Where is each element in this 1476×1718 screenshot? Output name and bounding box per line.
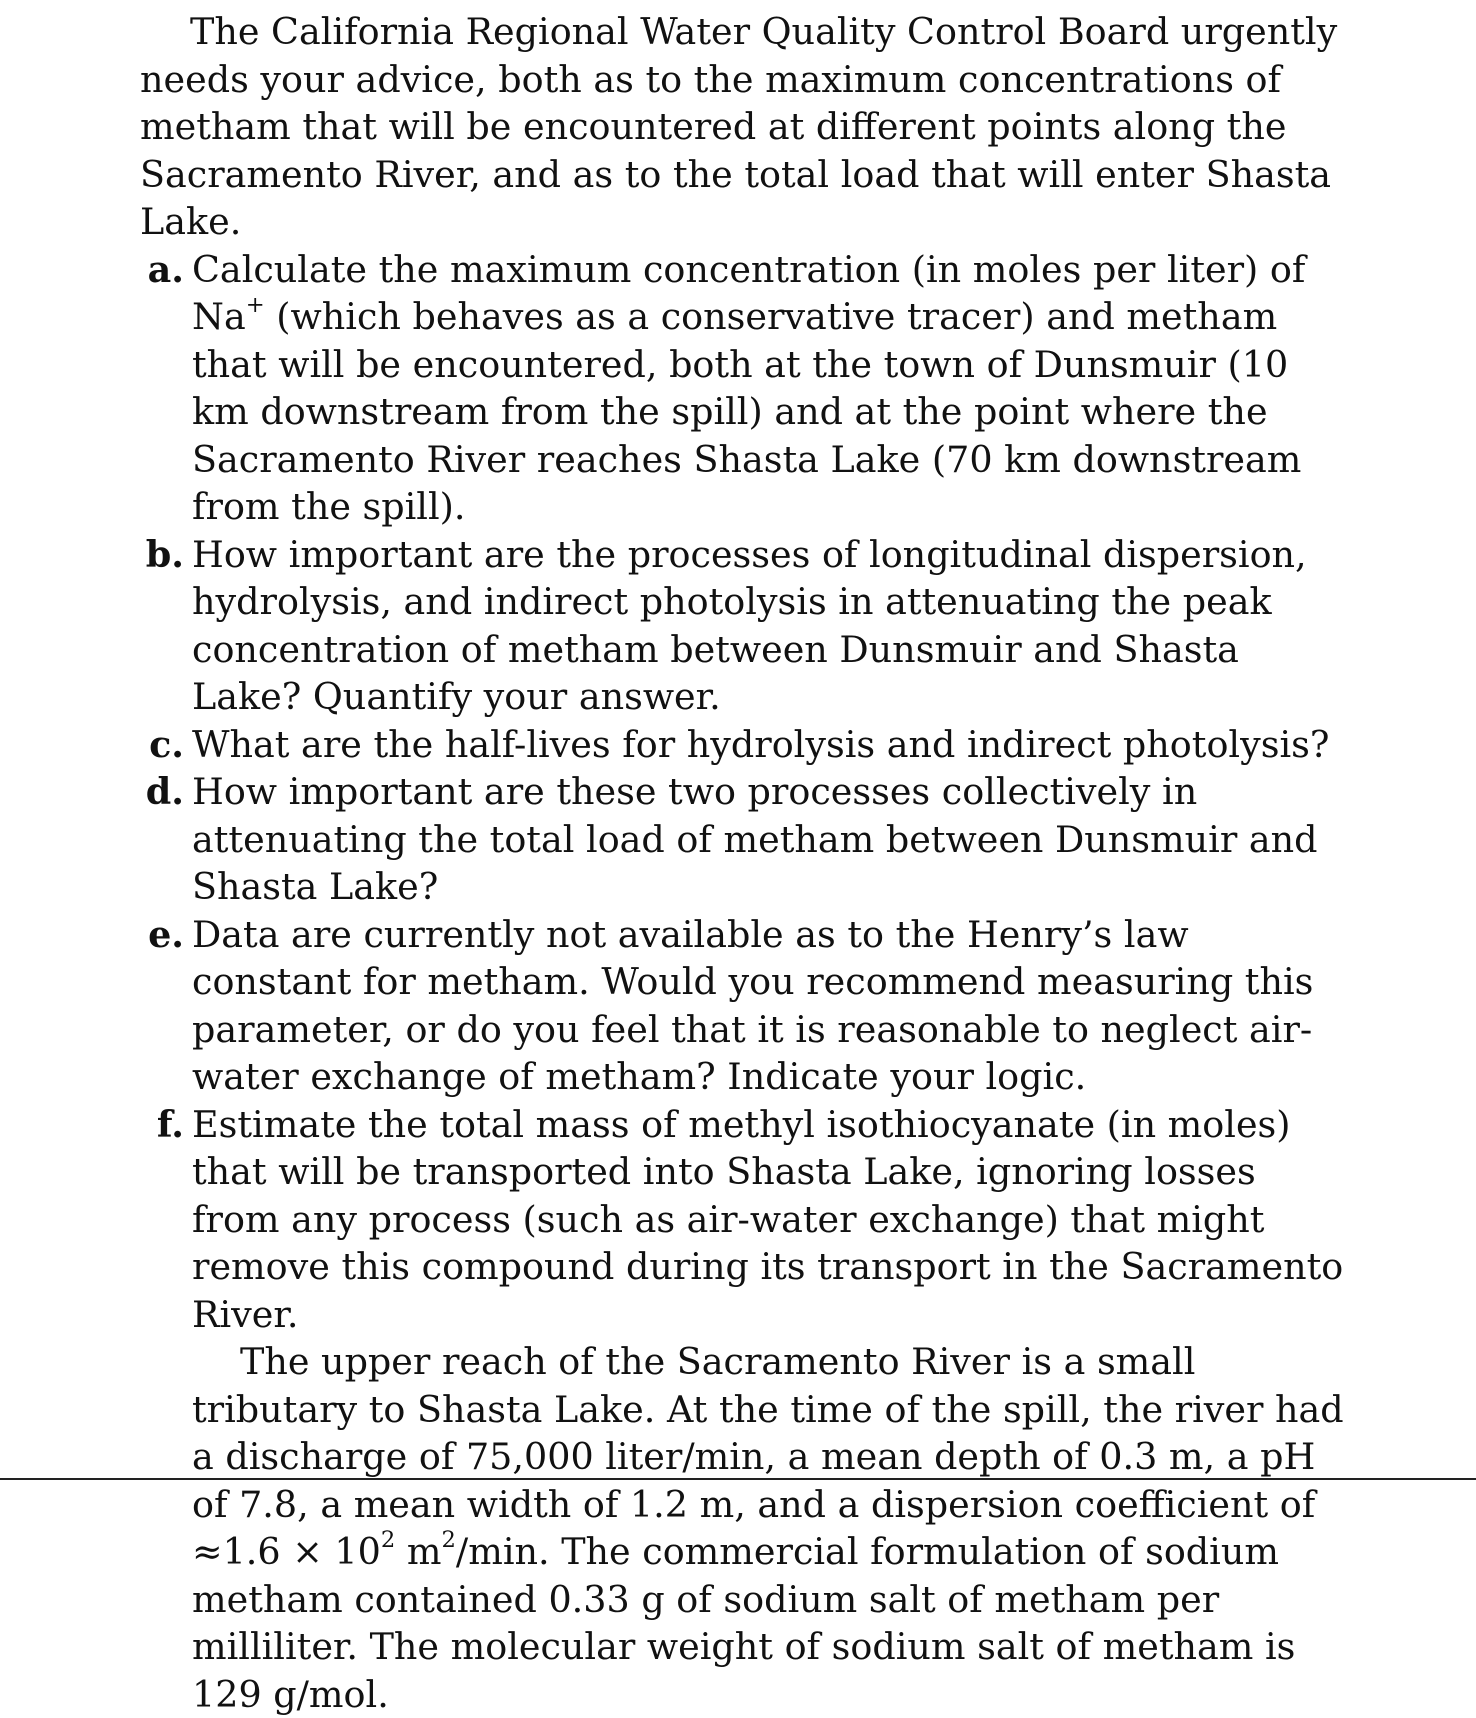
page-bottom-rule xyxy=(0,1478,1476,1480)
area-unit-superscript: 2 xyxy=(441,1527,456,1554)
question-a-text-start: Calculate the maximum concentration (in moles per liter) of Na xyxy=(192,247,1306,338)
document-page xyxy=(140,8,1352,1718)
question-e xyxy=(140,911,1352,1101)
question-c-text: What are the half-lives for hydrolysis and indirect photolysis? xyxy=(192,722,1330,766)
question-e-text: Data are currently not available as to the Henry’s law constant for metham. Would you recommend measuring this parameter, or do you feel that it is reasonable to neglect air-water exchange of metham? Indicate your logic. xyxy=(192,912,1314,1098)
question-d-text: How important are these two processes collectively in attenuating the total load of metham between Dunsmuir and Shasta Lake? xyxy=(192,770,1318,908)
sodium-charge-superscript: + xyxy=(245,292,265,319)
closing-text-2: m xyxy=(395,1530,442,1573)
question-f xyxy=(140,1101,1352,1339)
question-c-label: c. xyxy=(149,722,184,766)
question-f-text: Estimate the total mass of methyl isothiocyanate (in moles) that will be transported into Shasta Lake, ignoring losses from any process (such as air-water exchange) that might remove this compound during its transport in the Sacramento River. xyxy=(192,1102,1344,1336)
question-d-label: d. xyxy=(145,770,184,813)
closing-text-1: The upper reach of the Sacramento River is a small tributary to Shasta Lake. At the time of the spill, the river had a discharge of 75,000 liter/min, a mean depth of 0.3 m, a pH of 7.8, a mean width of 1.2 m, and a dispersion coefficient of ≈1.6 × 10 xyxy=(192,1340,1344,1573)
question-a-label: a. xyxy=(147,247,184,291)
question-c xyxy=(140,721,1352,769)
question-b-text: How important are the processes of longitudinal dispersion, hydrolysis, and indirect photolysis in attenuating the peak concentration of metham between Dunsmuir and Shasta Lake? Quantify your answer. xyxy=(192,532,1307,718)
question-a xyxy=(140,246,1352,531)
question-f-label: f. xyxy=(156,1102,184,1146)
exponent-superscript: 2 xyxy=(380,1527,396,1554)
question-b xyxy=(140,531,1352,721)
question-e-label: e. xyxy=(148,912,184,956)
question-a-text-end: (which behaves as a conservative tracer) and metham that will be encountered, both at the town of Dunsmuir (10 km downstream from the spill) and at the point where the Sacramento River reaches Shasta Lake (70 km downstream from the spill). xyxy=(192,295,1302,528)
intro-paragraph: The California Regional Water Quality Control Board urgently needs your advice, both as to the maximum concentrations of metham that will be encountered at different points along the Sacramento River, and as to the total load that will enter Shasta Lake. xyxy=(140,10,1338,243)
closing-text-3: /min. The commercial formulation of sodium metham contained 0.33 g of sodium salt of metham per milliliter. The molecular weight of sodium salt of metham is 129 g/mol. xyxy=(192,1530,1296,1716)
question-d xyxy=(140,768,1352,911)
question-b-label: b. xyxy=(145,532,184,576)
closing-paragraph xyxy=(140,1338,1352,1718)
